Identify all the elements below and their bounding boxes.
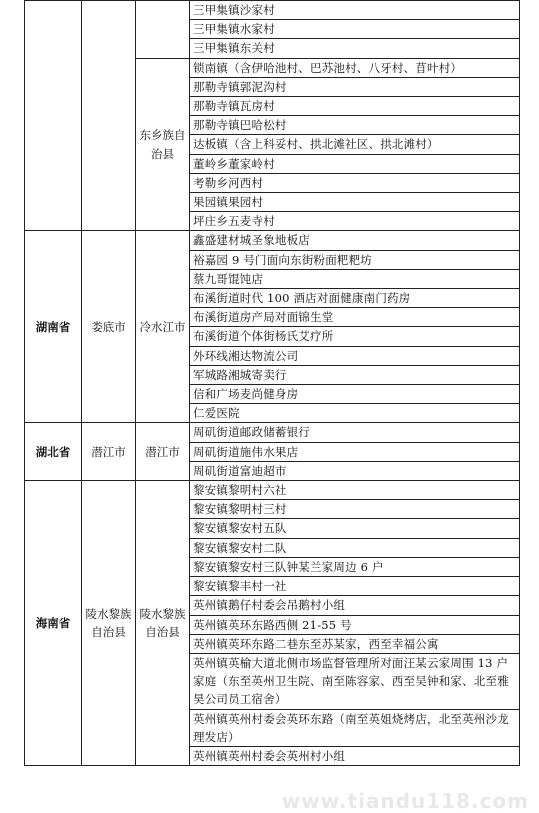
risk-area-table [24,0,520,766]
county-cell: 陵水黎族自治县 [136,481,190,766]
address-cell: 那勒寺镇郭泥沟村 [190,77,520,96]
address-cell: 董岭乡董家岭村 [190,154,520,173]
address-cell: 鑫盛建材城圣象地板店 [190,231,520,250]
address-cell: 英州镇英环东路西侧 21-55 号 [190,615,520,634]
address-cell: 三甲集镇东关村 [190,39,520,58]
county-cell: 冷水江市 [136,231,190,423]
address-cell: 军城路湘城寄卖行 [190,365,520,384]
city-cell: 陵水黎族自治县 [82,481,136,766]
city-cell [82,1,136,231]
address-cell: 英州镇英州村委会英环东路（南至英姐烧烤店，北至英州沙龙理发店） [190,709,520,746]
table-row [25,1,520,20]
address-cell: 三甲集镇沙家村 [190,1,520,20]
address-cell: 裕嘉园 9 号门面向东街粉面粑粑坊 [190,250,520,269]
address-cell: 坪庄乡五麦寺村 [190,212,520,231]
address-cell: 锁南镇（含伊哈池村、巴苏池村、八牙村、苜叶村） [190,58,520,77]
address-cell: 黎安镇黎明村三村 [190,500,520,519]
table-row [25,481,520,500]
address-cell: 信和广场麦尚健身房 [190,385,520,404]
province-cell [25,1,82,231]
address-cell: 外环线湘达物流公司 [190,346,520,365]
address-cell: 英州镇鹅仔村委会吊鹅村小组 [190,596,520,615]
address-cell: 布溪街道房产局对面锦生堂 [190,308,520,327]
table-body [25,1,520,766]
address-cell: 黎安镇黎安村三队钟某兰家周边 6 户 [190,557,520,576]
address-cell: 黎安镇黎丰村一社 [190,577,520,596]
table-row [25,423,520,442]
address-cell: 周矶街道富迪超市 [190,461,520,480]
address-cell: 黎安镇黎安村五队 [190,519,520,538]
county-cell: 潜江市 [136,423,190,481]
address-cell: 果园镇果园村 [190,193,520,212]
city-cell: 潜江市 [82,423,136,481]
address-cell: 布溪街道时代 100 酒店对面健康南门药房 [190,289,520,308]
address-cell: 三甲集镇水家村 [190,20,520,39]
address-cell: 那勒寺镇巴哈松村 [190,116,520,135]
address-cell: 英州镇英榆大道北侧市场监督管理所对面汪某云家周围 13 户家庭（东至英州卫生院、南至陈容家、西至吴钟和家、北至雅昊公司员工宿舍） [190,653,520,709]
address-cell: 周矶街道邮政储蓄银行 [190,423,520,442]
address-cell: 蔡九哥馄饨店 [190,269,520,288]
table-row [25,231,520,250]
address-cell: 黎安镇黎明村六社 [190,481,520,500]
province-cell: 湖北省 [25,423,82,481]
address-cell: 仁爱医院 [190,404,520,423]
address-cell: 那勒寺镇瓦房村 [190,97,520,116]
address-cell: 黎安镇黎安村二队 [190,538,520,557]
county-cell [136,1,190,59]
watermark: www.tiandu118.com [281,789,529,813]
address-cell: 英州镇英州村委会英州村小组 [190,746,520,765]
county-cell: 东乡族自治县 [136,58,190,231]
address-cell: 英州镇英环东路二巷东至苏某家，西至幸福公寓 [190,634,520,653]
city-cell: 娄底市 [82,231,136,423]
province-cell: 湖南省 [25,231,82,423]
address-cell: 布溪街道个体街杨氏艾疗所 [190,327,520,346]
province-cell: 海南省 [25,481,82,766]
address-cell: 达板镇（含上科妥村、拱北滩社区、拱北滩村） [190,135,520,154]
address-cell: 考勒乡河西村 [190,173,520,192]
address-cell: 周矶街道施伟水果店 [190,442,520,461]
